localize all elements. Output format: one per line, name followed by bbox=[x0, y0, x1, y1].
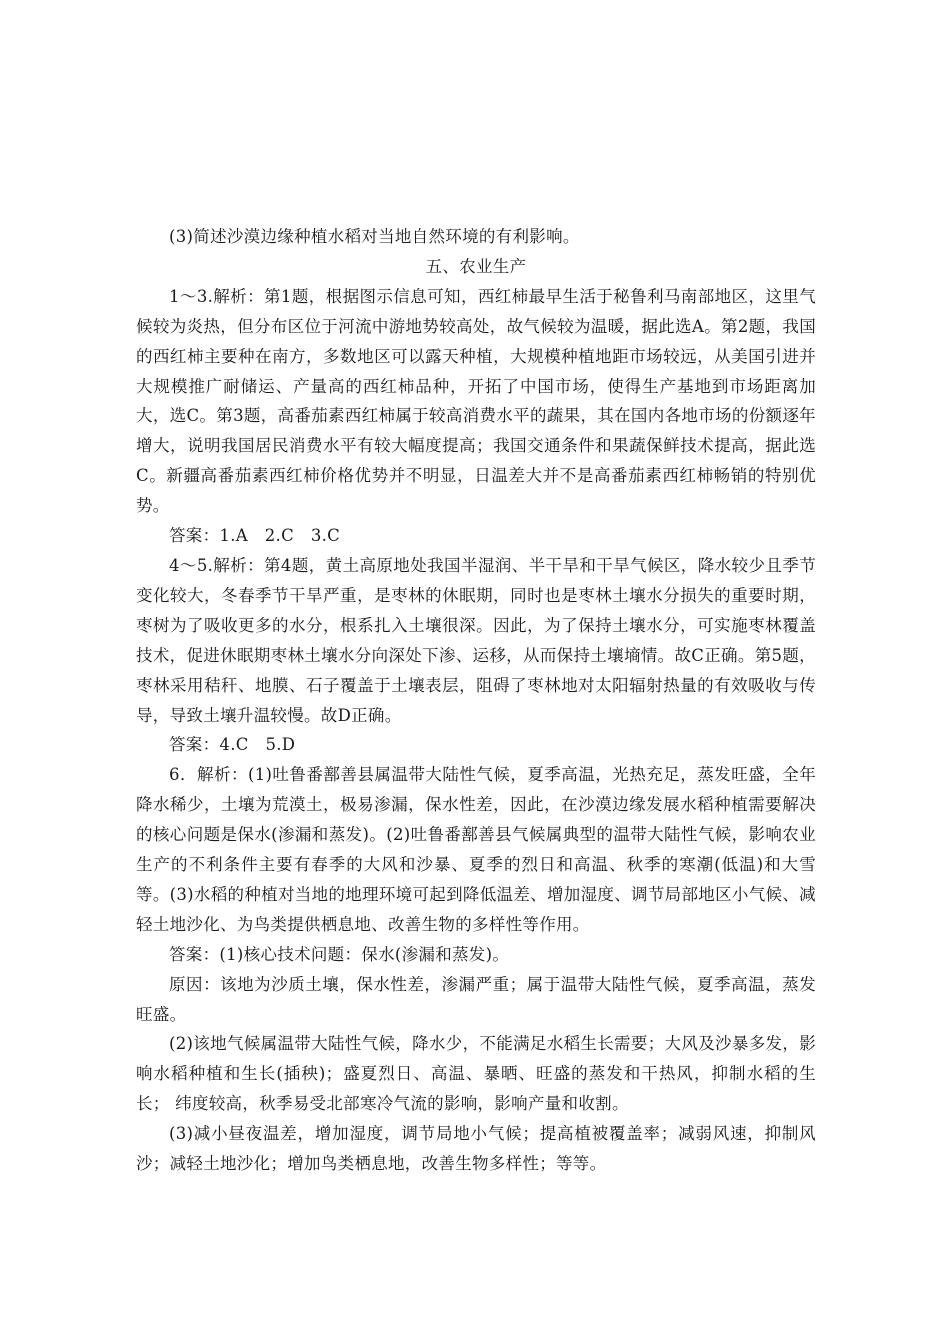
analysis-4-5: 4～5.解析：第4题，黄土高原地处我国半湿润、半干旱和干旱气候区，降水较少且季节变化较大，冬春季节干旱严重，是枣林的休眠期，同时也是枣林土壤水分损失的重要时期，枣树为了吸收更多的水分，根系扎入土壤很深。因此，为了保持土壤水分，可实施枣林覆盖技术，促进休眠期枣林土壤水分向深处下渗、运移，从而保持土壤墒情。故C正确。第5题，枣林采用秸秆、地膜、石子覆盖于土壤表层，阻碍了枣林地对太阳辐射热量的有效吸收与传导，导致土壤升温较慢。故D正确。 bbox=[136, 555, 816, 725]
answer-6-part-3: (3)减小昼夜温差，增加湿度，调节局地小气候；提高植被覆盖率；减弱风速，抑制风沙；减轻土地沙化；增加鸟类栖息地，改善生物多样性；等等。 bbox=[136, 1124, 816, 1174]
section-title: 五、农业生产 bbox=[425, 256, 527, 276]
analysis-6: 6．解析：(1)吐鲁番鄯善县属温带大陆性气候，夏季高温，光热充足，蒸发旺盛，全年降水稀少，土壤为荒漠土，极易渗漏，保水性差，因此，在沙漠边缘发展水稻种植需要解决的核心问题是保水(渗漏和蒸发)。(2)吐鲁番鄯善县气候属典型的温带大陆性气候，影响农业生产的不利条件主要有春季的大风和沙暴、夏季的烈日和高温、秋季的寒潮(低温)和大雪等。(3)水稻的种植对当地的地理环境可起到降低温差、增加湿度、调节局部地区小气候、减轻土地沙化、为鸟类提供栖息地、改善生物的多样性等作用。 bbox=[136, 765, 816, 934]
document-page bbox=[136, 222, 816, 1179]
answer-4-5: 答案：4.C 5.D bbox=[169, 735, 296, 755]
answer-6-part-1: 答案：(1)核心技术问题：保水(渗漏和蒸发)。 bbox=[169, 944, 510, 964]
question-3: (3)简述沙漠边缘种植水稻对当地自然环境的有利影响。 bbox=[169, 227, 580, 246]
answer-6-part-2: (2)该地气候属温带大陆性气候，降水少，不能满足水稻生长需要；大风及沙暴多发，影响水稻种植和生长(插秧)；盛夏烈日、高温、暴晒、旺盛的蒸发和干热风，抑制水稻的生长； 纬度较高，秋季易受北部寒冷气流的影响，影响产量和收割。 bbox=[136, 1034, 816, 1114]
analysis-1-3: 1～3.解析：第1题，根据图示信息可知，西红柿最早生活于秘鲁利马南部地区，这里气候较为炎热，但分布区位于河流中游地势较高处，故气候较为温暖，据此选A。第2题，我国的西红柿主要种在南方，多数地区可以露天种植，大规模种植地距市场较远，从美国引进并大规模推广耐储运、产量高的西红柿品种，开拓了中国市场，使得生产基地到市场距离加大，选C。第3题，高番茄素西红柿属于较高消费水平的蔬果，其在国内各地市场的份额逐年增大，说明我国居民消费水平有较大幅度提高；我国交通条件和果蔬保鲜技术提高，据此选C。新疆高番茄素西红柿价格优势并不明显，日温差大并不是高番茄素西红柿畅销的特别优势。 bbox=[136, 286, 816, 516]
answer-6-reason: 原因：该地为沙质土壤，保水性差，渗漏严重；属于温带大陆性气候，夏季高温，蒸发旺盛。 bbox=[136, 974, 816, 1024]
answer-1-3: 答案：1.A 2.C 3.C bbox=[169, 526, 341, 546]
